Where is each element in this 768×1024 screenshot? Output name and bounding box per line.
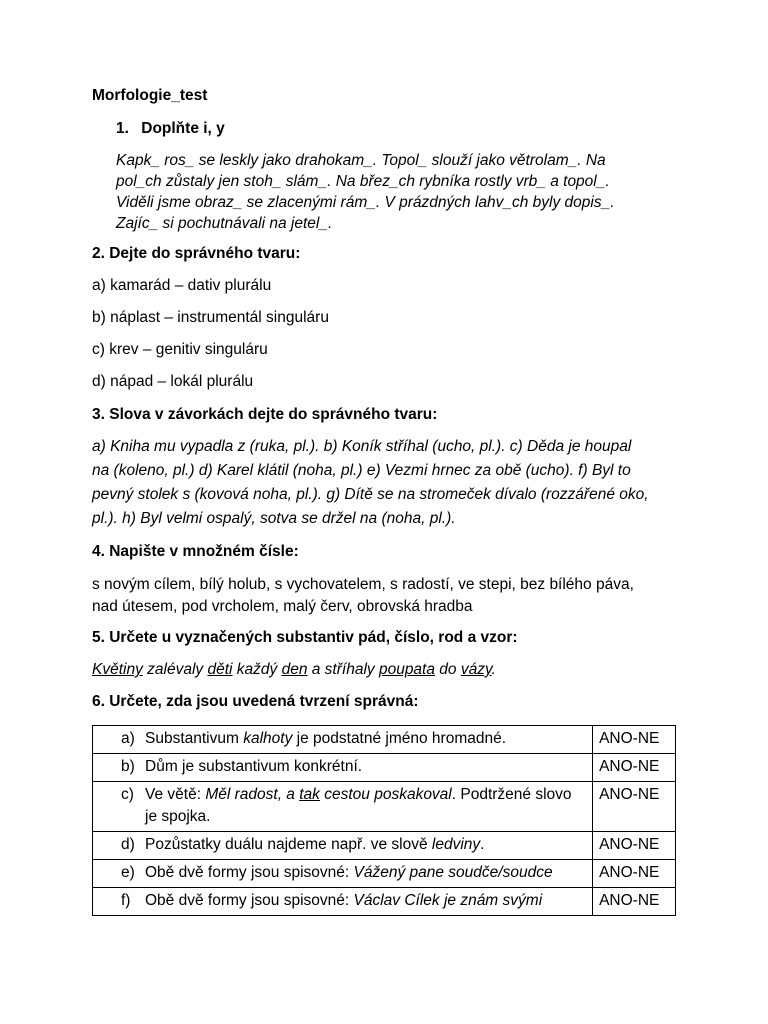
answer-cell[interactable]: ANO-NE [593, 888, 676, 916]
answer-cell[interactable]: ANO-NE [593, 754, 676, 782]
statement-text: Obě dvě formy jsou spisovné: [145, 892, 354, 909]
statement-text: je podstatné jméno hromadné. [292, 730, 507, 747]
q5-word: každý [232, 661, 282, 678]
table-row [93, 726, 676, 754]
q2-item: d) nápad – lokál plurálu [92, 373, 254, 390]
statement-text: . [480, 836, 485, 853]
answer-cell[interactable]: ANO-NE [593, 726, 676, 754]
q1-exercise [116, 150, 676, 234]
q5-word: zalévaly [142, 661, 208, 678]
q2-heading: 2. Dejte do správného tvaru: [92, 245, 301, 262]
statement-underlined: tak [299, 786, 320, 803]
answer-cell[interactable]: ANO-NE [593, 832, 676, 860]
statement-label: e) [121, 864, 135, 881]
statement-text: Substantivum [145, 730, 244, 747]
statement-text: . Podtržené slovo je spojka. [145, 786, 572, 825]
statement-label: c) [121, 786, 134, 803]
table-row [93, 832, 676, 860]
statement-cell [93, 860, 593, 888]
q1-line: pol_ch zůstaly jen stoh_ slám_. Na břez_ch rybníka rostly vrb_ a topol_. [116, 173, 610, 190]
q5-sentence [92, 661, 496, 679]
statement-italic: kalhoty [243, 730, 293, 747]
statement-label: f) [121, 892, 131, 909]
answer-cell[interactable]: ANO-NE [593, 860, 676, 888]
q4-line: s novým cílem, bílý holub, s vychovatelem, s radostí, ve stepi, bez bílého páva, [92, 576, 634, 593]
statement-text: Pozůstatky duálu najdeme např. ve slově [145, 836, 432, 853]
q1-heading-text: Doplňte i, y [141, 120, 225, 137]
q1-line: Zajíc_ si pochutnávali na jetel_. [116, 215, 333, 232]
q3-line: na (koleno, pl.) d) Karel klátil (noha, pl.) e) Vezmi hrnec za obě (ucho). f) Byl to [92, 462, 631, 479]
q4-line: nad útesem, pod vrcholem, malý červ, obrovská hradba [92, 598, 473, 615]
statement-cell [93, 754, 593, 782]
q2-item: c) krev – genitiv singuláru [92, 341, 268, 358]
statement-label: b) [121, 758, 135, 775]
q1-line: Kapk_ ros_ se leskly jako drahokam_. Topol_ slouží jako větrolam_. Na [116, 152, 606, 169]
statement-cell [93, 832, 593, 860]
document-title: Morfologie_test [92, 87, 208, 104]
q1-number: 1. [116, 120, 129, 137]
statement-text: Dům je substantivum konkrétní. [145, 758, 363, 775]
statement-italic: ledviny [431, 836, 481, 853]
table-row [93, 782, 676, 832]
q6-statements-table [92, 725, 676, 916]
q5-word-underlined: Květiny [92, 661, 143, 678]
q2-item: a) kamarád – dativ plurálu [92, 277, 272, 294]
q5-heading: 5. Určete u vyznačených substantiv pád, číslo, rod a vzor: [92, 629, 518, 646]
q3-exercise [92, 435, 692, 531]
table-row [93, 860, 676, 888]
statement-italic: Václav Cílek je znám svými [353, 892, 543, 909]
q5-word: a stříhaly [307, 661, 379, 678]
q3-heading: 3. Slova v závorkách dejte do správného tvaru: [92, 406, 438, 423]
statement-italic: Vážený pane soudče/soudce [353, 864, 553, 881]
statement-cell [93, 726, 593, 754]
q5-word: . [491, 661, 496, 678]
statement-label: d) [121, 836, 135, 853]
statement-italic: cestou poskakoval [319, 786, 452, 803]
q3-line: pl.). h) Byl velmi ospalý, sotva se držel na (noha, pl.). [92, 510, 456, 527]
table-row [93, 754, 676, 782]
q5-word-underlined: den [281, 661, 308, 678]
q4-heading: 4. Napište v množném čísle: [92, 543, 299, 560]
q5-word-underlined: vázy [460, 661, 492, 678]
q5-word-underlined: poupata [378, 661, 435, 678]
q5-word: do [434, 661, 461, 678]
statement-text: Ve větě: [145, 786, 206, 803]
table-row [93, 888, 676, 916]
statement-text: Obě dvě formy jsou spisovné: [145, 864, 354, 881]
q1-line: Viděli jsme obraz_ se zlacenými rám_. V prázdných lahv_ch byly dopis_. [116, 194, 615, 211]
q2-item: b) náplast – instrumentál singuláru [92, 309, 329, 326]
q5-word-underlined: děti [207, 661, 233, 678]
q4-exercise [92, 574, 692, 618]
q3-line: a) Kniha mu vypadla z (ruka, pl.). b) Koník stříhal (ucho, pl.). c) Děda je houpal [92, 438, 632, 455]
answer-cell[interactable]: ANO-NE [593, 782, 676, 832]
statement-label: a) [121, 730, 135, 747]
q3-line: pevný stolek s (kovová noha, pl.). g) Dítě se na stromeček dívalo (rozzářené oko, [92, 486, 649, 503]
statement-italic: Měl radost, a [205, 786, 300, 803]
statement-cell [93, 888, 593, 916]
statement-cell [93, 782, 593, 832]
q1-heading [116, 120, 225, 138]
q6-heading: 6. Určete, zda jsou uvedená tvrzení správná: [92, 693, 419, 710]
